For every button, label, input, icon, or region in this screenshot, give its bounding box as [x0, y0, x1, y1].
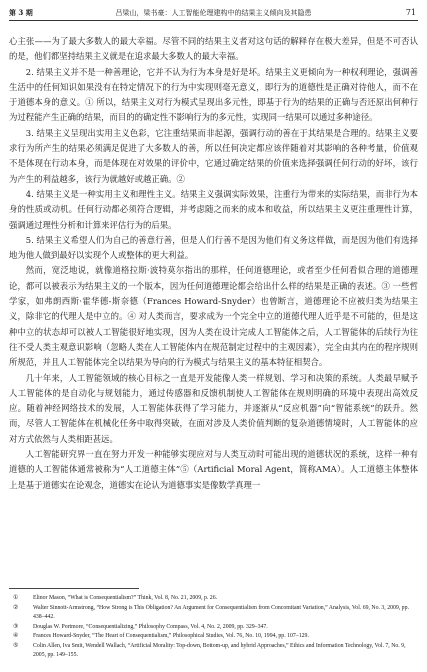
footnote-marker: ④	[13, 633, 19, 639]
footnote-5	[9, 642, 418, 661]
footnote-1	[9, 594, 418, 604]
footnote-text: Frances Howard-Snyder, “The Heart of Consequentialism,” Philosophical Studies, Vol. 76, No. 10, 1994, pp. 107–129.	[33, 633, 309, 639]
footnote-text: Douglas W. Portmore, “Consequentializing,” Philosophy Compass, Vol. 4, No. 2, 2009, pp. 329–347.	[33, 623, 268, 630]
footnote-marker: ②	[13, 604, 19, 611]
issue-label: 第 3 期	[9, 8, 33, 17]
paragraph-7: 几十年来，人工智能领域的核心目标之一直是开发能像人类一样规划、学习和决策的系统。人类最早赋予人工智能体的是自动化与规划能力，通过传感器和反馈机制使人工智能体在规则明确的环境中表现出高效反应。随着神经网络技术的发展，人工智能体获得了学习能力，并逐渐从“反应机器”向“智能系统”的跃升。然而，尽管人工智能体在机械化任务中取得突破，在面对涉及人类价值判断的复杂道德情境时，人工智能体的应对方式依然与人类相距甚远。	[9, 372, 418, 444]
footnote-2	[9, 604, 418, 623]
footnote-marker: ①	[13, 595, 19, 601]
paragraph-8: 人工智能研究界一直在努力开发一种能够实现应对与人类互动时可能出现的道德状况的系统，这样一种有道德的人工智能体通常被称为“人工道德主体”⑤（Artificial Moral Agent，简称AMA）。人工道德主体整体上是基于道德实在论观念，道德实在论认为道德事实是像数学真理一	[9, 449, 418, 490]
article-body	[9, 34, 418, 493]
paragraph-2: 2. 结果主义并不是一种善理论，它并不认为行为本身是好是坏。结果主义更倾向为一种权利理论，强调善生活中的任何知识如果没有在特定情况下的行为中实现则毫无意义，即行为的道德性是正确对待他人，而不在于道德本身的意义。① 所以，结果主义对行为模式呈现出多元性，即基于行为的结果的正确与否还原出何种行为过程能产生正确的结果，而目的的确定性不影响行为的多元性，实现同一结果可以通过多种途径。	[9, 66, 418, 123]
paragraph-6: 然而，宽泛地说，就像道格拉斯·波特莫尔指出的那样，任何道德理论，或者至少任何看似合理的道德理论，都可以被表示为结果主义的一个版本，因为任何道德理论都会给出什么样的结果是正确的表述。③ 一些哲学家，如弗朗西斯·霍华德-斯奈德（Frances Howard-Snyder）也曾断言，道德理论不应被归类为结果主义，除非它的代理人是中立的。④ 对人类而言，要求成为一个完全中立的道德代理人近乎是不可能的，但是这种中立的状态却可以被人工智能很好地实现，因为人类在设计完成人工智能体之后，人工智能体的后续行为往往不受人类主观意识影响（忽略人类在人工智能体内在规范制定过程中的主观因素），完全由其内在的程序规则所规范，并且人工智能体完全以结果为导向的行为模式与结果主义的基本特征相契合。	[9, 265, 418, 368]
footnote-divider	[9, 588, 139, 589]
footnotes	[9, 594, 418, 661]
footnote-marker: ③	[13, 623, 19, 630]
running-header	[9, 6, 418, 21]
paragraph-3: 3. 结果主义呈现出实用主义色彩，它注重结果而非起源，强调行动的善在于其结果是合理的。结果主义要求行为所产生的结果必须满足促进了大多数人的善，所以任何决定都应该伴随着对其影响的各种考量，价值观不是体现在行动本身，而是体现在对效果的评价中，它通过确定结果的价值来选择强调任何行动的好坏，该行为产生的利益越多，该行为就越好或越正确。②	[9, 127, 418, 184]
footnote-text: Elinor Mason, “What is Consequentialism?” Think, Vol. 8, No. 21, 2009, p. 26.	[33, 595, 218, 601]
paragraph-1: 心主张——为了最大多数人的最大幸福。尽管不同的结果主义者对这句话的解释存在极大差异，但是不可否认的是，他们都坚持结果主义就是在追求最大多数人的最大幸福。	[9, 36, 418, 62]
footnote-4	[9, 632, 418, 642]
footnote-text: Colin Allen, Iva Smit, Wendell Wallach, “Artificial Morality: Top-down, Bottom-up, and hybrid Approaches,” Ethics and Information Technology, Vol. 7, No. 9, 2005, pp. 149–155.	[33, 642, 406, 658]
page-number: 71	[405, 8, 416, 17]
footnote-3	[9, 623, 418, 633]
footnote-text: Walter Sinnott-Armstrong, “How Strong is This Obligation? An Argument for Consequentialism from Concomitant Variation,” Analysis, Vol. 69, No. 3, 2009, pp. 438–442.	[33, 604, 409, 620]
running-title: 吕梁山，梁书豪：人工智能伦理建构中的结果主义倾向及其隐患	[115, 9, 312, 17]
paragraph-4: 4. 结果主义是一种实用主义和理性主义。结果主义强调实际效果，注重行为带来的实际结果，而非行为本身的性质或动机。任何行动都必须符合逻辑，并考虑随之而来的成本和收益，所以结果主义更注重理性计算，强调通过理性分析和计算来评估行为的后果。	[9, 188, 418, 230]
footnote-marker: ⑤	[13, 642, 19, 649]
paragraph-5: 5. 结果主义希望人们为自己的善意行善，但是人们行善不是因为他们有义务这样做，而是因为他们有选择地为他人做到最好以实现个人或整体的更大利益。	[9, 234, 418, 261]
